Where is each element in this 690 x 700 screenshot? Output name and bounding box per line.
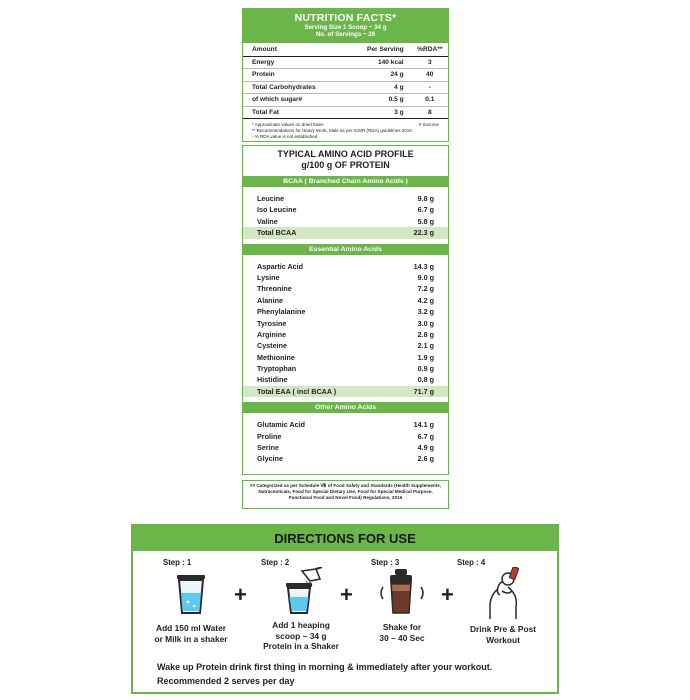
nutrition-header (243, 9, 448, 43)
directions-bottom-text (157, 660, 492, 688)
amino-row (243, 340, 448, 351)
nutrient-name: Protein (243, 69, 347, 82)
step-3 (357, 558, 447, 643)
amino-row (243, 193, 448, 204)
nutrition-row (243, 69, 448, 82)
eaa-header: Essential Amino Acids (243, 244, 448, 255)
amino-name: Serine (257, 443, 279, 453)
amino-name: Glutamic Acid (257, 420, 306, 430)
drinking-person-icon (478, 567, 528, 619)
step-4 (453, 558, 553, 645)
amino-value: 3.2 g (417, 307, 434, 317)
amino-name: Methionine (257, 352, 295, 362)
step-caption: Drink Pre & Post (469, 624, 537, 634)
amino-row (243, 363, 448, 374)
amino-name: Phenylalanine (257, 307, 306, 317)
amino-name: Alanine (257, 295, 283, 305)
amino-value: 6.7 g (417, 431, 434, 441)
amino-row (243, 204, 448, 215)
amino-title-line1: TYPICAL AMINO ACID PROFILE (277, 149, 414, 159)
amino-name: Glycine (257, 454, 283, 464)
amino-value: 71.7 g (413, 386, 434, 396)
step-caption: 30 – 40 Sec (379, 632, 425, 643)
amino-row (243, 374, 448, 385)
amino-name: Threonine (257, 284, 292, 294)
amino-row (243, 261, 448, 272)
amino-row (243, 352, 448, 363)
amino-row (243, 283, 448, 294)
amino-row (243, 318, 448, 329)
amino-name: Valine (257, 216, 278, 226)
step-caption: Shake for (382, 622, 422, 632)
amino-row (243, 295, 448, 306)
nutrient-name: Total Fat (243, 106, 347, 119)
note-recommendations: ** Recommendations for Heavy Work, Male as per ICMR (RDA) guidelines 2010 (252, 128, 412, 133)
bcaa-total-row (243, 227, 448, 238)
amino-value: 3.0 g (417, 318, 434, 328)
amino-name: Cysteine (257, 341, 287, 351)
scoop-glass-icon (276, 567, 326, 615)
nutrition-table (243, 43, 448, 119)
amino-row (243, 419, 448, 430)
bottom-line-1: Wake up Protein drink first thing in morning & immediately after your workout. (157, 662, 493, 672)
water-glass-icon (171, 573, 211, 615)
amino-name: Lysine (257, 272, 280, 282)
bcaa-header: BCAA ( Branched Chain Amino Acids ) (243, 176, 448, 187)
other-header: Other Amino Acids (243, 402, 448, 413)
amino-value: 2.6 g (417, 454, 434, 464)
amino-value: 2.8 g (417, 329, 434, 339)
col-rda: %RDA** (412, 43, 448, 56)
nutrition-title: NUTRITION FACTS* (294, 12, 397, 24)
amino-value: 14.3 g (413, 261, 434, 271)
nutrition-row (243, 56, 448, 69)
amino-row (243, 329, 448, 340)
shaker-icon (377, 567, 427, 617)
amino-value: 9.8 g (417, 194, 434, 203)
step-label: Step : 4 (457, 558, 486, 567)
amino-value: 5.8 g (417, 216, 434, 226)
amino-row (243, 272, 448, 283)
plus-sign: + (441, 582, 454, 607)
nutrient-rda: 0.1 (412, 94, 448, 107)
amino-name: Tyrosine (257, 318, 287, 328)
nutrient-per-serving: 0.5 g (347, 94, 411, 107)
col-amount: Amount (243, 43, 347, 56)
amino-name: Total BCAA (257, 228, 297, 238)
amino-row (243, 442, 448, 453)
nutrient-per-serving: 4 g (347, 81, 411, 94)
step-caption: scoop ~ 34 g (275, 630, 327, 641)
nutrient-per-serving: 24 g (347, 69, 411, 82)
amino-name: Leucine (257, 194, 285, 203)
nutrient-rda: - (412, 81, 448, 94)
amino-row (243, 306, 448, 317)
note-sucrose: # Sucrose (418, 122, 439, 127)
col-per-serving: Per Serving (347, 43, 411, 56)
amino-value: 4.9 g (417, 443, 434, 453)
step-1 (141, 558, 241, 644)
nutrition-row (243, 94, 448, 107)
amino-name: Total EAA ( incl BCAA ) (257, 386, 337, 396)
amino-value: 7.2 g (417, 284, 434, 294)
amino-value: 14.1 g (413, 420, 434, 430)
directions-title: DIRECTIONS FOR USE (133, 526, 557, 551)
nutrition-row (243, 81, 448, 94)
nutrient-name: Energy (243, 56, 347, 69)
step-caption: or Milk in a shaker (154, 633, 228, 644)
amino-value: 9.0 g (417, 272, 434, 282)
step-caption: Add 150 ml Water (156, 623, 226, 633)
step-label: Step : 1 (163, 558, 192, 567)
amino-title-line2: g/100 g OF PROTEIN (301, 160, 390, 170)
bcaa-list (243, 193, 448, 239)
amino-value: 1.9 g (417, 352, 434, 362)
nutrient-rda: 3 (412, 56, 448, 69)
amino-name: Tryptophan (257, 364, 297, 374)
step-label: Step : 3 (371, 558, 400, 567)
nutrient-per-serving: 3 g (347, 106, 411, 119)
amino-name: Aspartic Acid (257, 261, 304, 271)
step-caption: Add 1 heaping (272, 620, 330, 630)
bottom-line-2: Recommended 2 serves per day (157, 676, 295, 686)
nutrition-notes (243, 119, 448, 143)
note-approximate: * Approximate values on dried basis (252, 122, 324, 127)
nutrient-name: of which sugar# (243, 94, 347, 107)
nutrient-name: Total Carbohydrates (243, 81, 347, 94)
amino-row (243, 216, 448, 227)
nutrient-per-serving: 140 kcal (347, 56, 411, 69)
amino-acid-panel (242, 145, 449, 475)
note-rda: - % RDA value is not established (252, 134, 318, 139)
servings-count: No. of Servings ~ 26 (315, 31, 376, 38)
amino-title (243, 146, 448, 176)
amino-name: Iso Leucine (257, 205, 297, 215)
other-list (243, 419, 448, 465)
eaa-list (243, 261, 448, 398)
step-label: Step : 2 (261, 558, 290, 567)
plus-sign: + (234, 582, 247, 607)
step-2 (251, 558, 351, 652)
amino-value: 22.3 g (413, 228, 434, 238)
step-caption: Workout (486, 634, 520, 645)
amino-value: 2.1 g (417, 341, 434, 351)
nutrient-rda: 8 (412, 106, 448, 119)
plus-sign: + (340, 582, 353, 607)
eaa-total-row (243, 386, 448, 397)
regulation-footnote: ## Categorized as per Schedule Ⅷ of Food Safety and Standards (Health Supplements, Nutraceuticals, Food for Special Dietary Use, Food for Special Medical Purpose, Functional Food and Novel Food) Regulations, 2016 (242, 480, 449, 509)
serving-size: Serving Size 1 Scoop ~ 34 g (304, 24, 387, 31)
amino-value: 0.9 g (417, 364, 434, 374)
directions-panel (131, 524, 559, 694)
amino-name: Histidine (257, 375, 288, 385)
amino-row (243, 453, 448, 464)
amino-name: Arginine (257, 329, 287, 339)
amino-value: 6.7 g (417, 205, 434, 215)
amino-name: Proline (257, 431, 282, 441)
step-caption: Protein in a Shaker (263, 641, 339, 651)
nutrition-facts-panel (242, 8, 449, 142)
amino-value: 0.8 g (417, 375, 434, 385)
nutrition-row (243, 106, 448, 119)
amino-value: 4.2 g (417, 295, 434, 305)
nutrient-rda: 40 (412, 69, 448, 82)
amino-row (243, 431, 448, 442)
